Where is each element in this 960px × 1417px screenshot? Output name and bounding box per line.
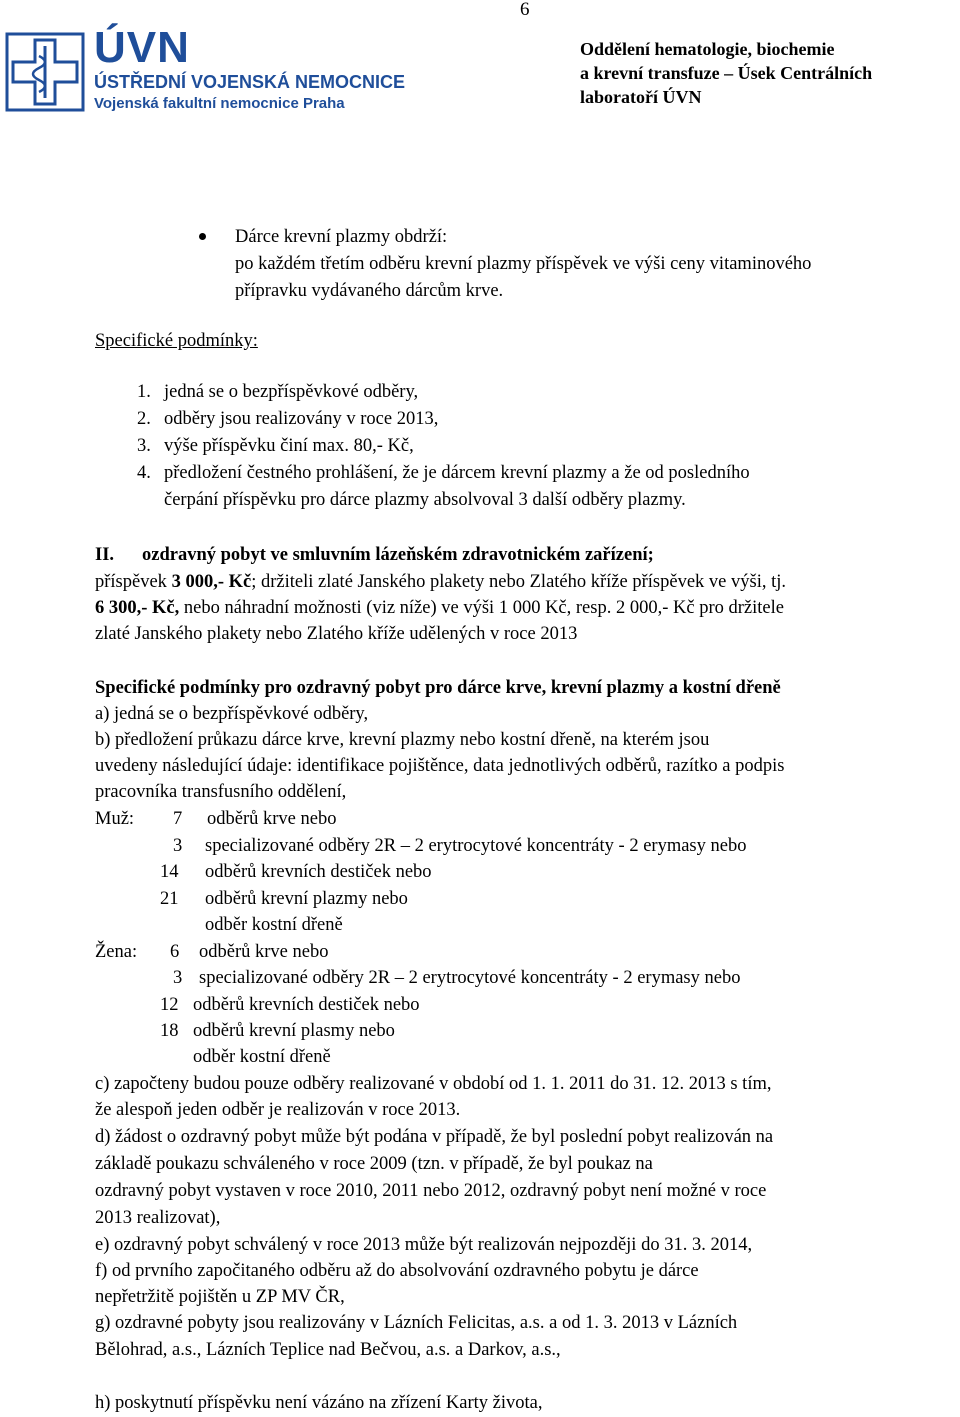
section-heading: ozdravný pobyt ve smluvním lázeňském zdravotnickém zařízení; [142,545,654,565]
condition-g-line-2: Bělohrad, a.s., Lázních Teplice nad Bečvou, a.s. a Darkov, a.s., [95,1340,561,1360]
section-paragraph-line-1 [95,573,786,592]
women-row-count: 12 [160,995,179,1015]
condition-d-line-1: d) žádost o ozdravný pobyt může být podána v případě, že byl poslední pobyt realizován na [95,1127,774,1147]
bullet-line-2: po každém třetím odběru krevní plazmy příspěvek ve výši ceny vitaminového [235,254,812,274]
list-item: předložení čestného prohlášení, že je dárcem krevní plazmy a že od posledního [164,463,750,483]
men-row-count: 14 [160,862,179,882]
page-number: 6 [520,0,530,20]
list-item-number: 4. [137,463,151,483]
men-label: Muž: [95,809,135,829]
bullet-line-3: přípravku vydávaného dárcům krve. [235,281,504,301]
women-row-text: odběr kostní dřeně [193,1047,331,1067]
specific-conditions-heading: Specifické podmínky: [95,331,258,351]
list-item: výše příspěvku činí max. 80,- Kč, [164,436,414,456]
amount-bold: 3 000,- Kč [171,572,252,592]
list-item-number: 1. [137,382,151,402]
condition-e: e) ozdravný pobyt schválený v roce 2013 může být realizován nejpozději do 31. 3. 2014, [95,1235,753,1255]
condition-d-line-3: ozdravný pobyt vystaven v roce 2010, 2011 nebo 2012, ozdravný pobyt není možné v roce [95,1181,767,1201]
men-row-count: 7 [173,809,183,829]
men-row-text: odběrů krevních destiček nebo [205,862,432,882]
men-row-count: 3 [173,836,183,856]
section-number: II. [95,545,115,565]
condition-g-line-1: g) ozdravné pobyty jsou realizovány v Lázních Felicitas, a.s. a od 1. 3. 2013 v Lázních [95,1313,738,1333]
department-line-2: a krevní transfuze – Úsek Centrálních [580,63,873,83]
condition-c-line-2: že alespoň jeden odběr je realizován v roce 2013. [95,1100,461,1120]
bullet-icon [199,233,206,240]
department-line-3: laboratoří ÚVN [580,87,702,107]
list-item-number: 3. [137,436,151,456]
logo-hospital-subtitle: Vojenská fakultní nemocnice Praha [94,95,345,112]
men-row-text: odběrů krve nebo [207,809,337,829]
logo-abbreviation: ÚVN [94,23,190,72]
section-paragraph-line-3: zlaté Janského plakety nebo Zlatého kříže udělených v roce 2013 [95,624,578,644]
condition-f-line-2: nepřetržitě pojištěn u ZP MV ČR, [95,1287,345,1307]
condition-b-line-2: uvedeny následující údaje: identifikace pojištěnce, data jednotlivých odběrů, razítko a podpis [95,756,785,776]
men-row-text: odběr kostní dřeně [205,915,343,935]
condition-a: a) jedná se o bezpříspěvkové odběry, [95,704,369,724]
list-item: jedná se o bezpříspěvkové odběry, [164,382,419,402]
list-item-continuation: čerpání příspěvku pro dárce plazmy absolvoval 3 další odběry plazmy. [164,490,686,510]
women-row-text: odběrů krevních destiček nebo [193,995,420,1015]
men-row-count: 21 [160,889,179,909]
stay-conditions-heading: Specifické podmínky pro ozdravný pobyt pro dárce krve, krevní plazmy a kostní dřeně [95,678,781,698]
women-row-count: 3 [173,968,183,988]
text-span: ; držiteli zlaté Janského plakety nebo Zlatého kříže příspěvek ve výši, tj. [251,572,786,592]
amount-bold: 6 300,- Kč, [95,598,180,618]
women-row-text: specializované odběry 2R – 2 erytrocytové koncentráty - 2 erymasy nebo [199,968,741,988]
condition-h: h) poskytnutí příspěvku není vázáno na zřízení Karty života, [95,1393,543,1413]
text-span: příspěvek [95,572,172,592]
women-row-text: odběrů krve nebo [199,942,329,962]
men-row-text: specializované odběry 2R – 2 erytrocytové koncentráty - 2 erymasy nebo [205,836,747,856]
uvn-emblem-logo [5,32,85,112]
women-row-count: 18 [160,1021,179,1041]
list-item-number: 2. [137,409,151,429]
condition-f-line-1: f) od prvního započitaného odběru až do absolvování ozdravného pobytu je dárce [95,1261,699,1281]
men-row-text: odběrů krevní plazmy nebo [205,889,408,909]
list-item: odběry jsou realizovány v roce 2013, [164,409,439,429]
condition-b-line-1: b) předložení průkazu dárce krve, krevní plazmy nebo kostní dřeně, na kterém jsou [95,730,710,750]
women-row-text: odběrů krevní plasmy nebo [193,1021,395,1041]
text-span: nebo náhradní možnosti (viz níže) ve výši 1 000 Kč, resp. 2 000,- Kč pro držitele [179,598,784,618]
condition-c-line-1: c) započteny budou pouze odběry realizované v období od 1. 1. 2011 do 31. 12. 2013 s tím, [95,1074,772,1094]
women-row-count: 6 [170,942,180,962]
section-paragraph-line-2 [95,599,784,618]
condition-b-line-3: pracovníka transfusního oddělení, [95,782,347,802]
bullet-line-1: Dárce krevní plazmy obdrží: [235,227,448,247]
condition-d-line-2: základě poukazu schváleného v roce 2009 (tzn. v případě, že byl poukaz na [95,1154,653,1174]
condition-d-line-4: 2013 realizovat), [95,1208,221,1228]
logo-hospital-name: ÚSTŘEDNÍ VOJENSKÁ NEMOCNICE [94,72,406,92]
department-line-1: Oddělení hematologie, biochemie [580,39,835,59]
women-label: Žena: [95,942,138,962]
